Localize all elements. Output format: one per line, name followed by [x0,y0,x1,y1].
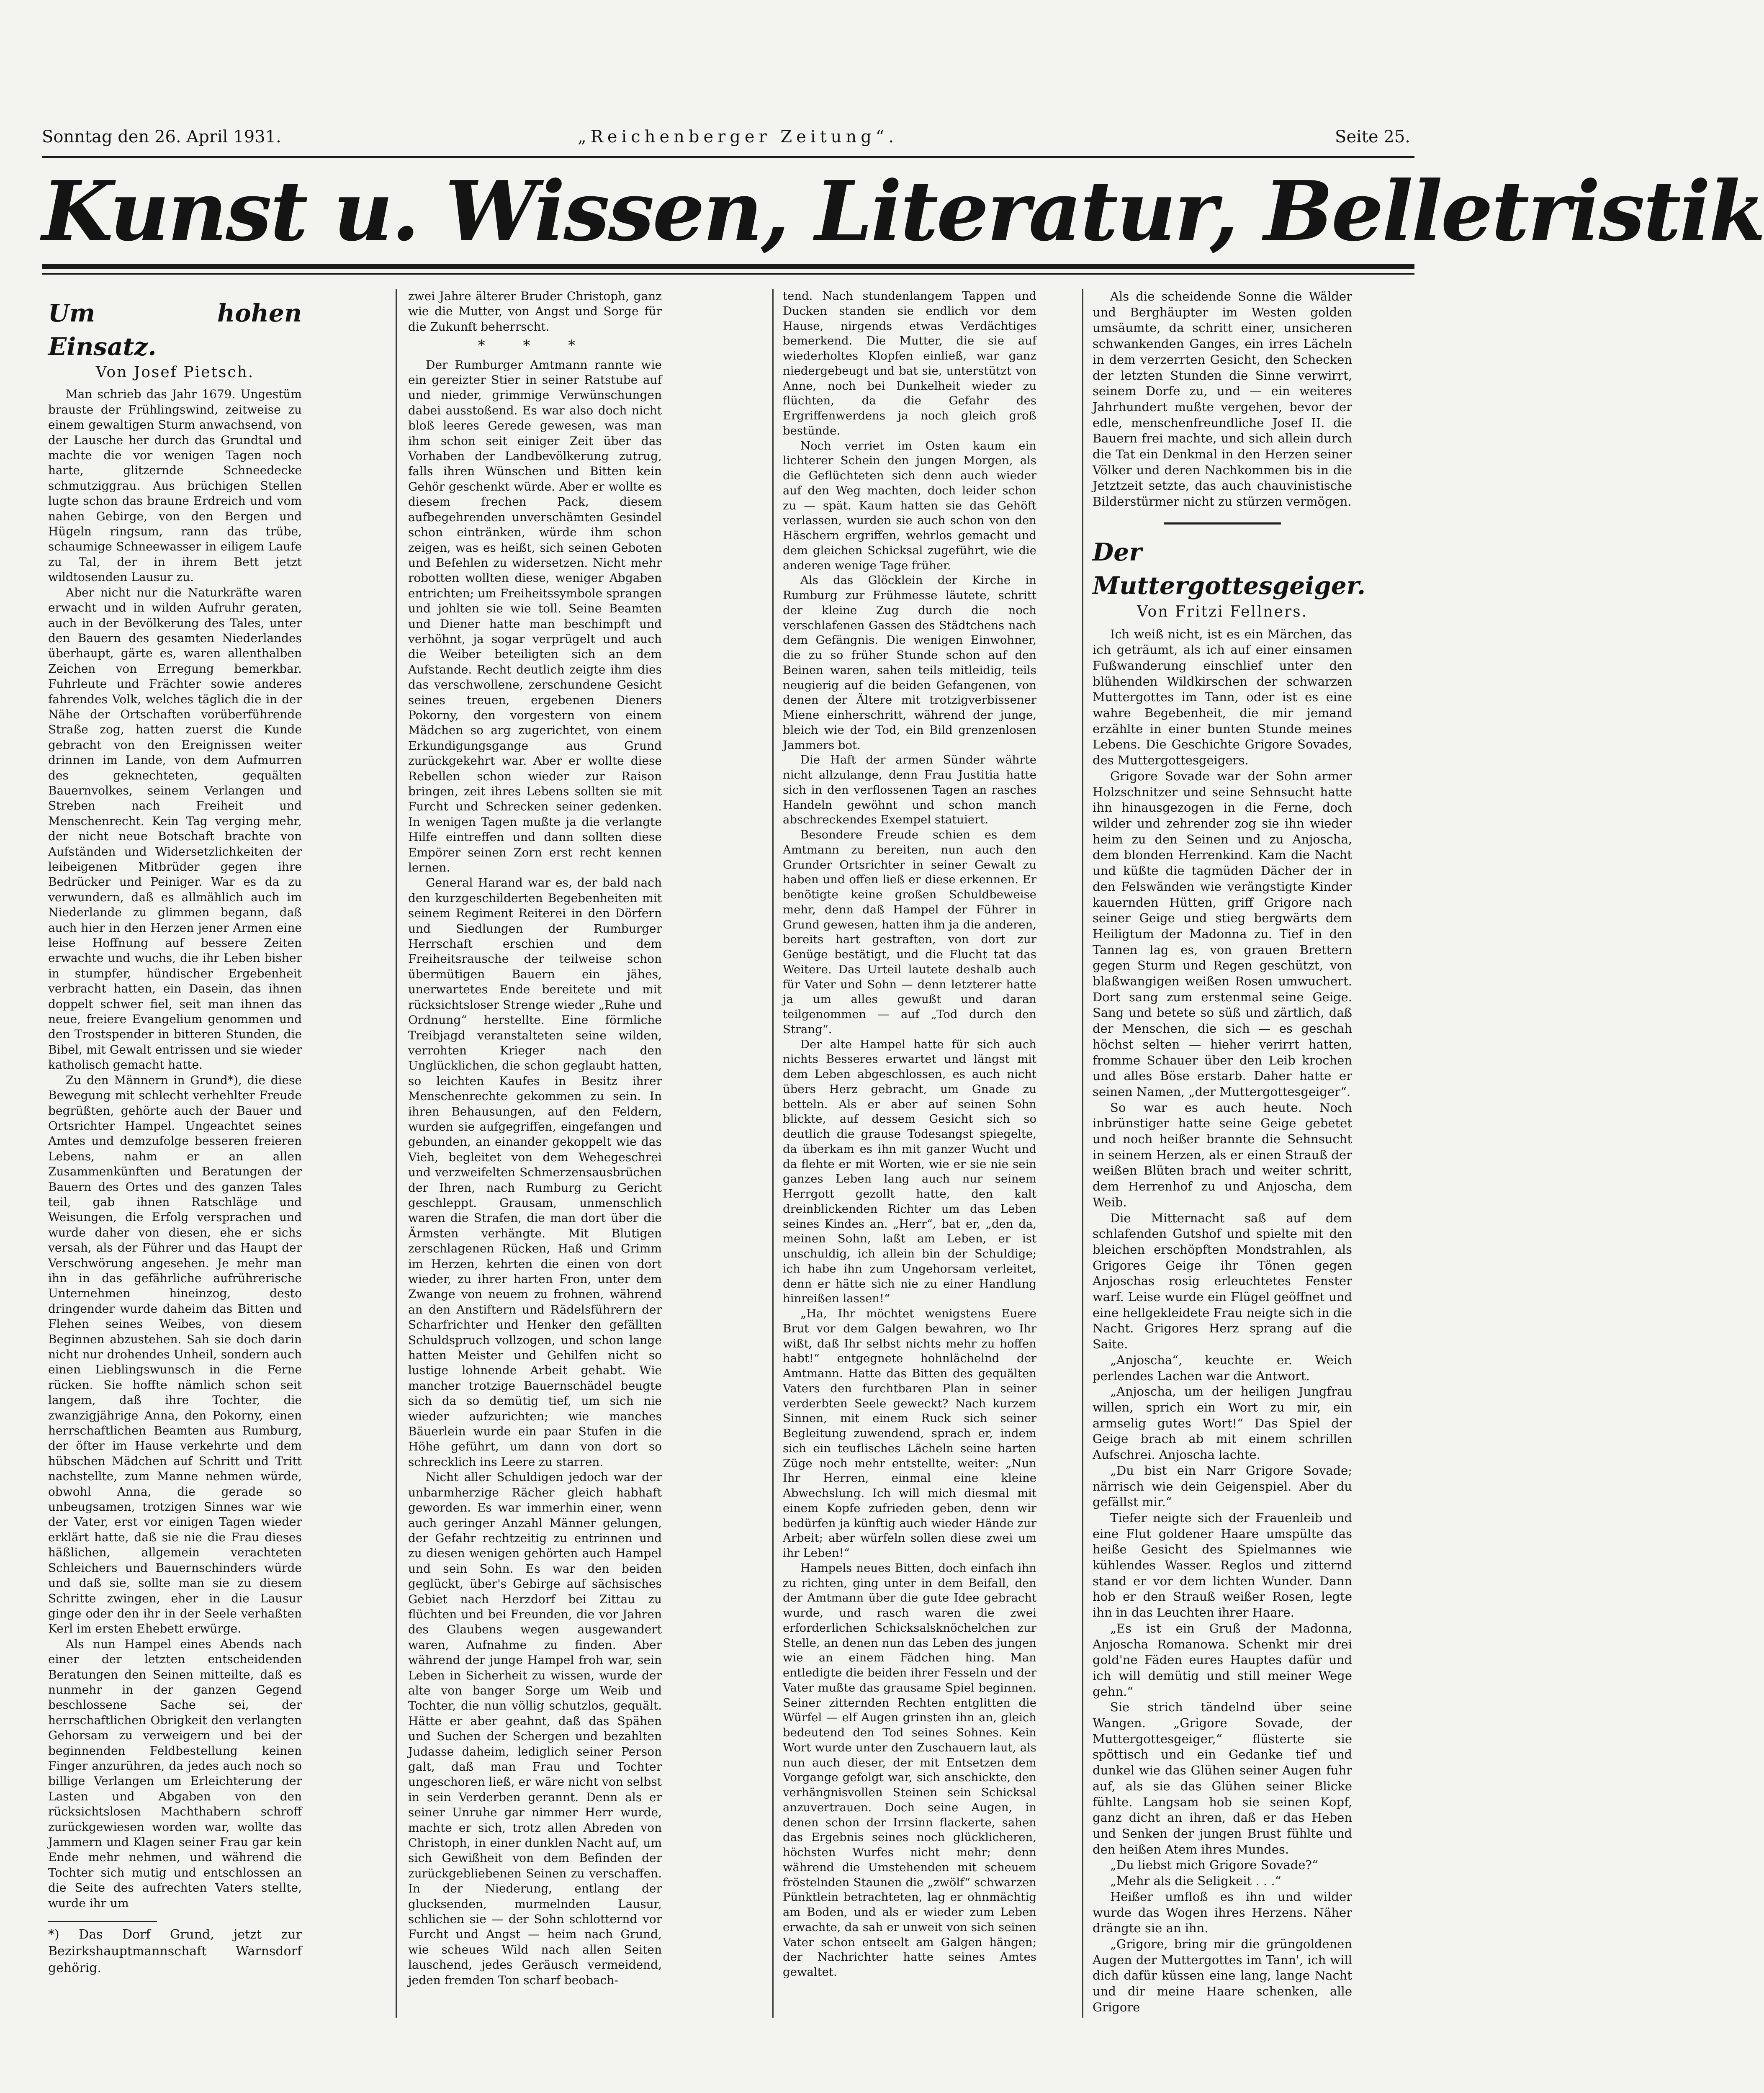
section-break-stars: * * * [478,337,592,354]
paragraph: tend. Nach stundenlangem Tappen und Ducken standen sie endlich vor dem Hause, nirgends etwas Verdächtiges bemerkend. Die Mutter, die sie auf wiederholtes Klopfen einließ, war ganz niedergebeugt und bat sie, unterstützt von Anne, noch bei Dunkelheit wieder zu flüchten, da die Gefahr des Ergriffenwerdens ja noch gleich groß bestünde. [783,289,1036,437]
paragraph: Man schrieb das Jahr 1679. Ungestüm brauste der Frühlingswind, zeitweise zu einem gewaltigen Sturm anwachsend, von der Lausche her durch das Grundtal und machte die vor wenigen Tagen noch harte, glitzernde Schneedecke schmutziggrau. Aus brüchigen Stellen lugte schon das braune Erdreich und vom nahen Gebirge, von den Bergen und Hügeln ringsum, rann das trübe, schaumige Schneewasser in eiligem Laufe zu Tal, der in ihrem Bett jetzt wildtosenden Lausur zu. [48,387,302,584]
paragraph: Noch verriet im Osten kaum ein lichterer Schein den jungen Morgen, als die Geflüchteten sich denn auch wieder auf den Weg machten, doch leider schon zu — spät. Kaum hatten sie das Gehöft verlassen, wurden sie auch schon von den Häschern ergriffen, wehrlos gemacht und dem gleichen Schicksal zugeführt, wie die anderen wenige Tage früher. [783,439,1036,572]
column-rule-1 [396,289,397,2018]
paragraph: Der alte Hampel hatte für sich auch nichts Besseres erwartet und längst mit dem Leben abgeschlossen, es auch nicht übers Herz gebracht, um Gnade zu betteln. Als er aber auf seinen Sohn blickte, auf dessem Gesicht sich so deutlich die grause Todesangst spiegelte, da überkam es ihn mit ganzer Wucht und da flehte er mit Worten, wie er sie nie sein ganzes Leben lang auch nur seinem Herrgott gezollt hatte, den kalt dreinblickenden Richter um das Leben seines Kindes an. „Herr“, bat er, „den da, meinen Sohn, laßt am Leben, er ist unschuldig, ich allein bin der Schuldige; ich habe ihn zum Ungehorsam verleitet, denn er hätte sich nie zu einer Handlung hinreißen lassen!“ [783,1037,1036,1306]
paragraph: Zu den Männern in Grund*), die diese Bewegung mit schlecht verhehlter Freude begrüßten, gehörte auch der Bauer und Ortsrichter Hampel. Ungeachtet seines Amtes und demzufolge besseren freieren Lebens, nahm er an allen Zusammenkünften und Beratungen der Bauern des Ortes und des ganzen Tales teil, gab ihnen Ratschläge und Weisungen, die Erfolg versprachen und wurde daher von diesen, ehe er sichs versah, als der Führer und das Haupt der Verschwörung angesehen. Je mehr man ihn in das gefährliche aufrührerische Unternehmen hineinzog, desto dringender wurde daheim das Bitten und Flehen seines Weibes, von diesem Beginnen abzustehen. Sah sie doch darin nicht nur drohendes Unheil, sondern auch einen Lieblingswunsch in die Ferne rücken. Sie hoffte nämlich schon seit langem, daß ihre Tochter, die zwanzigjährige Anna, den Pokorny, einen herrschaftlichen Beamten aus Rumburg, der öfter im Hause verkehrte und dem hübschen Mädchen auf Schritt und Tritt nachstellte, zum Manne nehmen würde, obwohl Anna, die gerade so unbeugsamen, trotzigen Sinnes war wie der Vater, erst vor einigen Tagen wieder erklärt hatte, daß sie nie die Frau dieses häßlichen, allgemein verachteten Schleichers und Bauernschinders würde und daß sie, sollte man sie zu diesem Schritte zwingen, eher in die Lausur ginge oder den ihr in der Seele verhaßten Kerl im ersten Ehebett erwürge. [48,1073,302,1636]
column-3 [783,289,1036,2018]
paragraph: So war es auch heute. Noch inbrünstiger hatte seine Geige gebetet und noch heißer brannte die Sehnsucht in seinem Herzen, als er einen Strauß der weißen Blüten brach und weiter schritt, dem Herrenhof zu und Anjoscha, dem Weib. [1093,1100,1352,1209]
paragraph: „Du bist ein Narr Grigore Sovade; närrisch wie dein Geigenspiel. Aber du gefällst mir.“ [1093,1463,1352,1509]
paragraph: „Anjoscha“, keuchte er. Weich perlendes Lachen war die Antwort. [1093,1352,1352,1383]
column-rule-2 [772,289,774,2018]
paragraph: Die Haft der armen Sünder währte nicht allzulange, denn Frau Justitia hatte sich in den verflossenen Tagen an rasches Handeln gewöhnt und schon manch abschreckendes Exempel statuiert. [783,753,1036,827]
paragraph: Als das Glöcklein der Kirche in Rumburg zur Frühmesse läutete, schritt der kleine Zug durch die noch verschlafenen Gassen des Städtchens nach dem Gefängnis. Die wenigen Einwohner, die zu so früher Stunde schon auf den Beinen waren, sahen teils mitleidig, teils neugierig auf die beiden Gefangenen, von denen der Ältere mit trotzigverbissener Miene einherschritt, während der junge, bleich wie der Tod, ein Bild grenzenlosen Jammers bot. [783,573,1036,752]
paragraph: „Grigore, bring mir die grüngoldenen Augen der Muttergottes im Tann', ich will dich dafür küssen eine lang, lange Nacht und dir meine Haare schenken, alle Grigore [1093,1936,1352,2014]
paragraph: Der Rumburger Amtmann rannte wie ein gereizter Stier in seiner Ratstube auf und nieder, grimmige Verwünschungen dabei ausstoßend. Es war also doch nicht bloß leeres Gerede gewesen, was man ihm schon seit einiger Zeit über das Vorhaben der Landbevölkerung zutrug, falls ihren Wünschen und Bitten kein Gehör geschenkt würde. Aber er wollte es diesem frechen Pack, diesem aufbegehrenden unverschämten Gesindel schon eintränken, würde ihm schon zeigen, was es heißt, sich seinen Geboten und Befehlen zu widersetzen. Nicht mehr robotten wollten diese, weniger Abgaben entrichten; um Freiheitssymbole sprangen und johlten sie wie toll. Seine Beamten und Diener hatte man beschimpft und verhöhnt, ja sogar verprügelt und auch die Weiber beteiligten sich an dem Aufstande. Recht deutlich zeigte ihm dies das verschwollene, zerschundene Gesicht seines treuen, ergebenen Dieners Pokorny, den vorgestern von einem Mädchen so arg zugerichtet, von einem Erkundigungsgange aus Grund zurückgekehrt war. Aber er wollte diese Rebellen schon wieder zur Raison bringen, zeit ihres Lebens sollten sie mit Furcht und Schrecken seiner gedenken. In wenigen Tagen mußte ja die verlangte Hilfe eintreffen und dann sollten diese Empörer seinen Zorn erst recht kennen lernen. [408,357,662,875]
paragraph: „Es ist ein Gruß der Madonna, Anjoscha Romanowa. Schenkt mir drei gold'ne Fäden eures Hauptes dafür und ich will demütig und still meiner Wege gehn.“ [1093,1621,1352,1699]
newspaper-name: „Reichenberger Zeitung“. [578,127,898,147]
running-header [42,122,1410,152]
paragraph: Aber nicht nur die Naturkräfte waren erwacht und in wilden Aufruhr geraten, auch in der Bevölkerung des Tales, unter den Bauern des gesamten Niederlandes überhaupt, gärte es, waren allenthalben Zeichen von Erregung bemerkbar. Fuhrleute und Frächter sowie anderes fahrendes Volk, welches täglich die in der Nähe der Ortschaften vorüberführende Straße zog, hatten zuerst die Kunde gebracht von den Ereignissen weiter drinnen im Lande, von dem Aufmurren des geknechteten, gequälten Bauernvolkes, seinem Verlangen und Streben nach Freiheit und Menschenrecht. Kein Tag verging mehr, der nicht neue Botschaft brachte von Aufständen und Widersetzlichkeiten der leibeigenen Mitbrüder gegen ihre Bedrücker und Peiniger. War es da zu verwundern, daß es allmählich auch im Niederlande zu glimmen begann, daß auch hier in den Herzen jener Armen eine leise Hoffnung auf bessere Zeiten erwachte und wuchs, die ihr Leben bisher in stumpfer, hündischer Ergebenheit verbracht hatten, ein Dasein, das ihnen doppelt schwer fiel, seit man ihnen das neue, freiere Evangelium genommen und den Trostspender in bitteren Stunden, die Bibel, mit Gewalt entrissen und sie wieder katholisch gemacht hatte. [48,585,302,1072]
paragraph: Als die scheidende Sonne die Wälder und Berghäupter im Westen golden umsäumte, da schritt einer, unsicheren schwankenden Ganges, ein irres Lächeln in dem verzerrten Gesicht, den Schecken der letzten Stunden die Sinne verwirrt, seinem Dorfe zu, und — ein weiteres Jahrhundert mußte vergehen, bevor der edle, menschenfreundliche Josef II. die Bauern frei machte, und sich allein durch die Tat ein Denkmal in den Herzen seiner Völker und deren Nachkommen bis in die Jetztzeit setzte, das auch chauvinistische Bilderstürmer nicht zu stürzen vermögen. [1093,289,1352,509]
page-number: Seite 25. [1335,127,1410,147]
paragraph: Heißer umfloß es ihn und wilder wurde das Wogen ihres Herzens. Näher drängte sie an ihn. [1093,1889,1352,1936]
paragraph: Hampels neues Bitten, doch einfach ihn zu richten, ging unter in dem Beifall, den der Amtmann über die gute Idee gebracht wurde, und rasch waren die zwei erforderlichen Schicksalsknöchelchen zur Stelle, an denen nun das Leben des jungen wie an einem Fädchen hing. Man entledigte die beiden ihrer Fesseln und der Vater mußte das grausame Spiel beginnen. Seiner zitternden Rechten entglitten die Würfel — elf Augen grinsten ihn an, gleich bedeutend den Tod seines Sohnes. Kein Wort wurde unter den Zuschauern laut, als nun auch dieser, der mit Entsetzen dem Vorgange gefolgt war, sich anschickte, den verhängnisvollen Steinen sein Schicksal anzuvertrauen. Doch seine Augen, in denen schon der Irrsinn flackerte, sahen das Ergebnis seines noch glücklicheren, höchsten Wurfes nicht mehr; denn während die Umstehenden mit scheuem fröstelnden Staunen die „zwölf“ schwarzen Pünktlein betrachteten, lag er ohnmächtig am Boden, und als er wieder zum Leben erwachte, da sah er unweit von sich seinen Vater schon entseelt am Galgen hängen; der Nachrichter hatte seines Amtes gewaltet. [783,1561,1036,1979]
column-1 [48,289,302,2018]
paragraph: General Harand war es, der bald nach den kurzgeschilderten Begebenheiten mit seinem Regiment Reiterei in den Dörfern und Siedlungen der Rumburger Herrschaft erschien und dem Freiheitsrausche der teilweise schon übermütigen Bauern ein jähes, unerwartetes Ende bereitete und mit rücksichtsloser Strenge wieder „Ruhe und Ordnung“ herstellte. Eine förmliche Treibjagd veranstalteten seine wilden, verrohten Krieger nach den Unglücklichen, die schon geglaubt hatten, so leichten Kaufes in Besitz ihrer Menschenrechte gekommen zu sein. In ihren Behausungen, auf den Feldern, wurden sie aufgegriffen, eingefangen und gebunden, an einander gekoppelt wie das Vieh, begleitet von dem Wehegeschrei und verzweifelten Schmerzensausbrüchen der Ihren, nach Rumburg zu Gericht geschleppt. Grausam, unmenschlich waren die Strafen, die man dort über die Ärmsten verhängte. Mit Blutigen zerschlagenen Rücken, Haß und Grimm im Herzen, kehrten die einen von dort wieder, zu ihrer harten Fron, unter dem Zwange von neuem zu frohnen, während an den Anstiftern und Rädelsführern der Scharfrichter und Henker den gefällten Schuldspruch vollzogen, und schon lange hatten Meister und Gehilfen nicht so lustige lohnende Arbeit gehabt. Wie mancher trotzige Bauernschädel beugte sich da so demütig tief, um sich nie wieder aufzurichten; wie manches Bäuerlein wurde ein paar Stufen in die Höhe geführt, um dann von dort so schrecklich ins Leere zu starren. [408,876,662,1469]
header-rule [42,156,1414,158]
paragraph: zwei Jahre älterer Bruder Christoph, ganz wie die Mutter, von Angst und Sorge für die Zukunft beherrscht. [408,289,662,334]
paragraph: Die Mitternacht saß auf dem schlafenden Gutshof und spielte mit den bleichen erschöpften Mondstrahlen, als Grigores Geige ihr Tönen gegen Anjoschas rosig erleuchtetes Fenster warf. Leise wurde ein Flügel geöffnet und eine hellgekleidete Frau neigte sich in die Nacht. Grigores Herz sprang auf die Saite. [1093,1211,1353,1352]
paragraph: Nicht aller Schuldigen jedoch war der unbarmherzige Rächer gleich habhaft geworden. Es war immerhin einer, wenn auch geringer Anzahl Männer gelungen, der Gefahr rechtzeitig zu entrinnen und zu diesen wenigen gehörten auch Hampel und sein Sohn. Es war den beiden geglückt, über's Gebirge auf sächsisches Gebiet nach Herzdorf bei Zittau zu flüchten und bei Freunden, die vor Jahren des Glaubens wegen ausgewandert waren, Aufnahme zu finden. Aber während der junge Hampel froh war, sein Leben in Sicherheit zu wissen, wurde der alte von banger Sorge um Weib und Tochter, die nun völlig schutzlos, gequält. Hätte er aber geahnt, daß das Spähen und Suchen der Schergen und bezahlten Judasse daheim, lediglich seiner Person galt, daß man Frau und Tochter ungeschoren ließ, er wäre nicht von selbst in sein Verderben gerannt. Denn als er seiner Unruhe gar nimmer Herr wurde, machte er sich, trotz allen Abreden von Christoph, in einer dunklen Nacht auf, um sich Gewißheit von dem Befinden der zurückgebliebenen Seinen zu verschaffen. In der Niederung, entlang der glucksenden, murmelnden Lausur, schlichen sie — der Sohn schlotternd vor Furcht und Angst — heim nach Grund, wie scheues Wild nach allen Seiten lauschend, jedes Geräusch vermeidend, jeden fremden Ton scharf beobach- [408,1470,662,1987]
article-byline: Von Fritzi Fellners. [1137,603,1308,620]
paragraph: Als nun Hampel eines Abends nach einer der letzten entscheidenden Beratungen den Seinen mitteilte, daß es nunmehr in der ganzen Gegend beschlossene Sache sei, der herrschaftlichen Obrigkeit den verlangten Gehorsam zu verweigern und bei der beginnenden Feldbestellung keinen Finger anzurühren, da jedes auch noch so billige Verlangen um Erleichterung der Lasten und Abgaben von den rücksichtslosen Machthabern schroff zurückgewiesen worden war, wollte das Jammern und Klagen seiner Frau gar kein Ende mehr nehmen, und während die Tochter sich mutig und entschlossen an die Seite des aufrechten Vaters stellte, wurde ihr um [48,1637,302,1910]
article-title: Der Muttergottesgeiger. [1093,537,1366,600]
banner-rule-thick [42,264,1414,269]
paragraph: Tiefer neigte sich der Frauenleib und eine Flut goldener Haare umspülte das heiße Gesicht des Spielmannes wie kühlendes Wasser. Reglos und zitternd stand er vor dem lichten Wunder. Dann hob er den Strauß weißer Rosen, legte ihn in das Leuchten ihrer Haare. [1093,1510,1352,1620]
paragraph: „Anjoscha, um der heiligen Jungfrau willen, sprich ein Wort zu mir, ein armselig gutes Wort!“ Das Spiel der Geige brach ab mit einem schrillen Aufschrei. Anjoscha lachte. [1093,1384,1352,1462]
paragraph: Grigore Sovade war der Sohn armer Holzschnitzer und seine Sehnsucht hatte ihn hinausgezogen in die Ferne, doch wilder und zehrender zog sie ihn wieder heim zu den Seinen und zu Anjoscha, dem blonden Herrenkind. Kam die Nacht und küßte die tagmüden Dächer der in den Felswänden wie verängstigte Kinder kauernden Hütten, griff Grigore nach seiner Geige und stieg bergwärts dem Heiligtum der Madonna zu. Tief in den Tannen lag es, von grauen Brettern gegen Sturm und Regen geschützt, von blaßwangigen weißen Rosen umwuchert. Dort sang zum erstenmal seine Geige. Sang und betete so süß und zärtlich, daß der Menschen, die sich — es geschah höchst selten — hieher verirrt hatten, fromme Schauer über den Leib krochen und alles Böse erstarb. Daher hatte er seinen Namen, „der Muttergottesgeiger“. [1093,769,1352,1099]
paragraph: Ich weiß nicht, ist es ein Märchen, das ich geträumt, als ich auf einer einsamen Fußwanderung einschlief unter den blühenden Wildkirschen der schwarzen Muttergottes im Tann, oder ist es eine wahre Begebenheit, die mir jemand erzählte in einer bunten Stunde meines Lebens. Die Geschichte Grigore Sovades, des Muttergottesgeigers. [1093,627,1352,768]
paragraph: „Mehr als die Seligkeit . . .“ [1110,1874,1281,1888]
paragraph: „Du liebst mich Grigore Sovade?“ [1110,1858,1318,1872]
footnote-rule [48,1921,157,1922]
column-2 [408,289,662,2018]
column-rule-3 [1082,289,1083,2018]
issue-date: Sonntag den 26. April 1931. [42,127,281,147]
section-title: Kunst u. Wissen, Literatur, Belletristik [42,163,1764,260]
article-title: Um hohen Einsatz. [48,299,302,361]
article-byline: Von Josef Pietsch. [95,364,255,381]
column-4 [1093,289,1366,2018]
article-divider [1164,522,1281,525]
footnote: *) Das Dorf Grund, jetzt zur Bezirkshauptmannschaft Warnsdorf gehörig. [48,1927,302,1976]
paragraph: „Ha, Ihr möchtet wenigstens Euere Brut vor dem Galgen bewahren, wo Ihr wißt, daß Ihr selbst nichts mehr zu hoffen habt!“ entgegnete hohnlächelnd der Amtmann. Hatte das Bitten des gequälten Vaters den furchtbaren Plan in seiner verderbten Seele geweckt? Nach kurzem Sinnen, mit einem Ruck sich seiner Begleitung zuwendend, sprach er, indem sich ein teuflisches Lächeln seine harten Züge noch mehr entstellte, weiter: „Nun Ihr Herren, einmal eine kleine Abwechslung. Ich will mich diesmal mit einem Kopfe zufrieden geben, denn wir bedürfen ja künftig auch wieder Hände zur Arbeit; aber würfeln sollen diese zwei um ihr Leben!“ [783,1307,1036,1560]
paragraph: Sie strich tändelnd über seine Wangen. „Grigore Sovade, der Muttergottesgeiger,“ flüsterte sie spöttisch und ein Gedanke tief und dunkel wie das Glühen seiner Augen fuhr auf, als sie das Glühen seiner Blicke fühlte. Langsam hob sie seinen Kopf, ganz dicht an ihren, daß er das Heben und Senken der jungen Brust fühlte und den heißen Atem ihres Mundes. [1093,1700,1352,1856]
paragraph: Besondere Freude schien es dem Amtmann zu bereiten, nun auch den Grunder Ortsrichter in seiner Gewalt zu haben und offen ließ er diese erkennen. Er benötigte keine großen Schuldbeweise mehr, denn daß Hampel der Führer in Grund gewesen, hatten ihm ja die anderen, bereits hart gestraften, von dort zur Genüge bestätigt, und die Flucht tat das Weitere. Das Urteil lautete deshalb auch für Vater und Sohn — denn letzterer hatte ja um alles gewußt und daran teilgenommen — auf „Tod durch den Strang“. [783,828,1036,1036]
banner-rule-thin [42,273,1414,275]
